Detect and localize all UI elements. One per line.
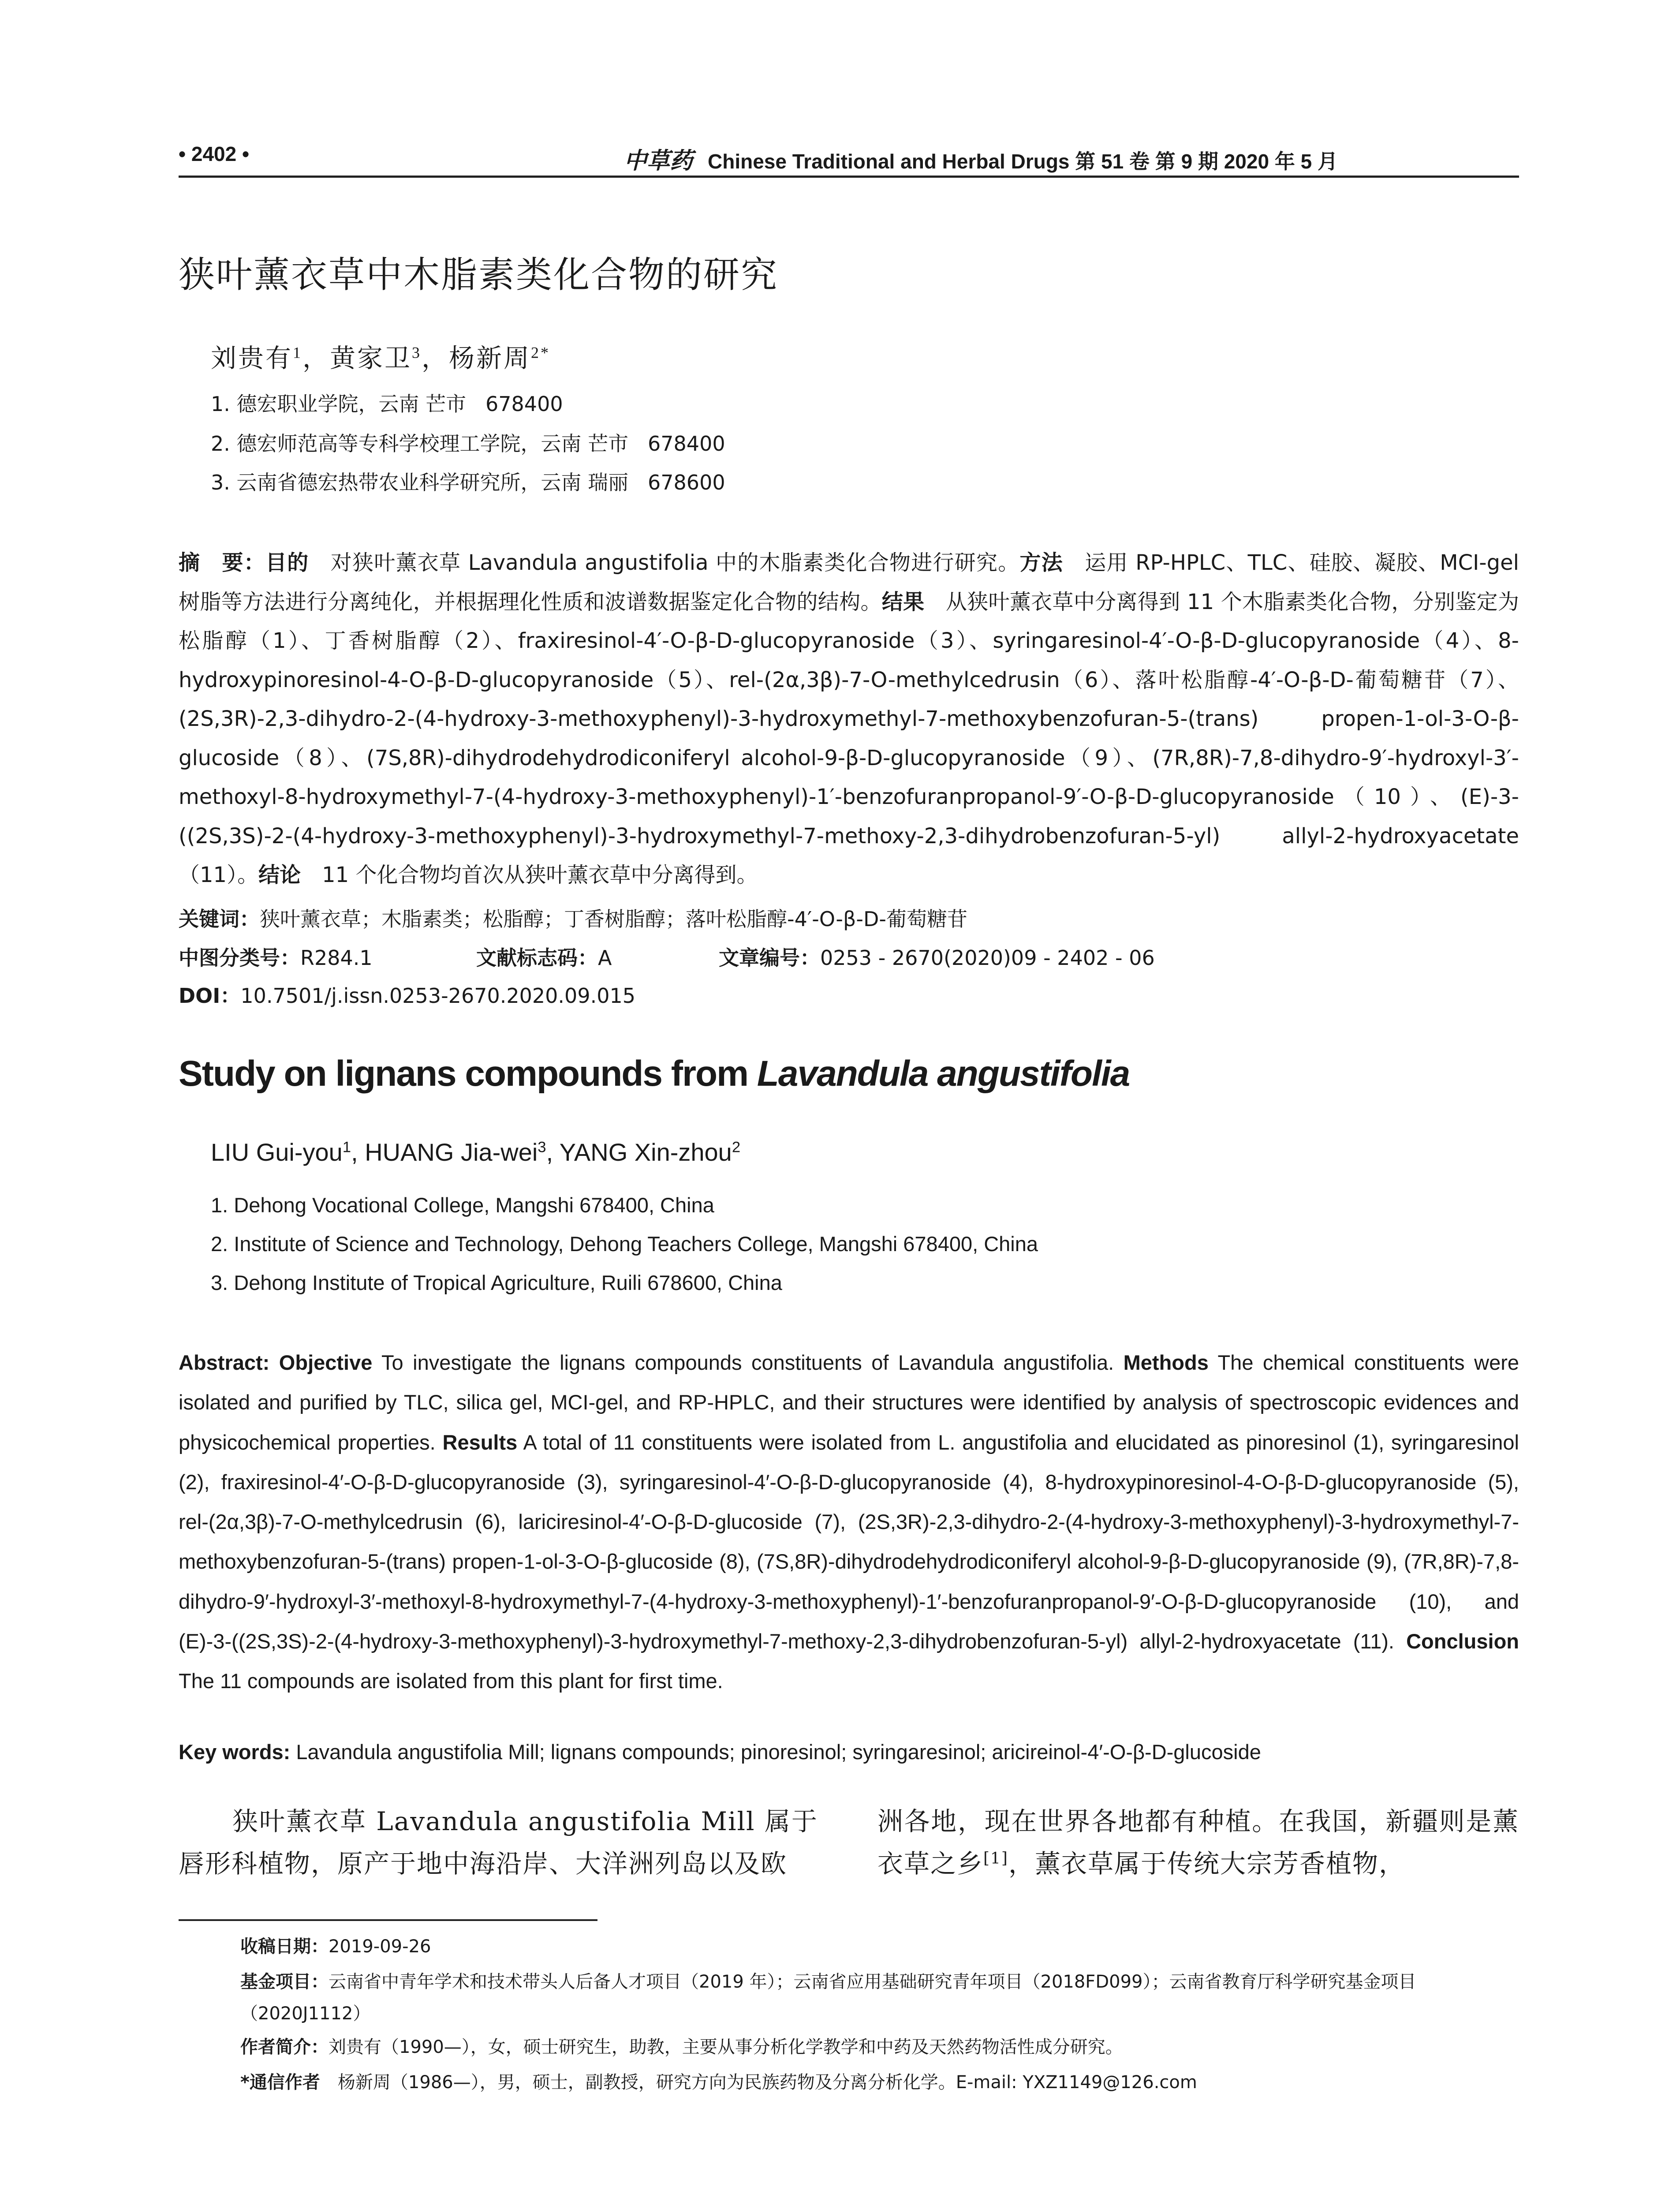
doi-value: 10.7501/j.issn.0253-2670.2020.09.015 (240, 984, 636, 1008)
body-column-right (877, 1800, 1519, 1885)
journal-info: Chinese Traditional and Herbal Drugs 第 51 卷 第 9 期 2020 年 5 月 (708, 150, 1338, 173)
affiliation-cn-3: 3. 云南省德宏热带农业科学研究所，云南 瑞丽 678600 (211, 471, 725, 494)
header-rule (179, 176, 1519, 178)
author-name: 刘贵有 (211, 344, 293, 373)
page-title-en (179, 1053, 1129, 1095)
footnote-fund (240, 1966, 1519, 2029)
conclusion-text: 11 个化合物均首次从狭叶薰衣草中分离得到。 (301, 863, 758, 887)
author-bio-label: 作者简介： (240, 2037, 329, 2057)
keywords-en (179, 1740, 1519, 1764)
clc-value: R284.1 (300, 946, 373, 970)
citation-ref: [1] (983, 1849, 1008, 1868)
results-label: 结果 (881, 589, 925, 614)
body-text: ，薰衣草属于传统大宗芳香植物， (1008, 1849, 1405, 1879)
affiliation-en-2: 2. Institute of Science and Technology, Dehong Teachers College, Mangshi 678400, China (211, 1232, 1038, 1256)
keywords-text: 狭叶薰衣草；木脂素类；松脂醇；丁香树脂醇；落叶松脂醇-4′-O-β-D-葡萄糖苷 (260, 907, 967, 931)
footnote-rule (179, 1919, 597, 1921)
objective-label-en: Objective (279, 1351, 373, 1374)
title-en-plain: Study on lignans compounds from (179, 1054, 757, 1094)
article-number-line (719, 942, 1155, 971)
affiliation-en-3: 3. Dehong Institute of Tropical Agriculture, Ruili 678600, China (211, 1271, 782, 1294)
footnote-author (240, 2031, 1519, 2063)
running-header (179, 142, 1519, 173)
author-affil-mark: 3 (538, 1139, 546, 1156)
footnote-received (240, 1931, 431, 1962)
author-name: , HUANG Jia-wei (351, 1138, 538, 1166)
author-affil-mark: 1 (293, 344, 302, 362)
objective-label: 目的 (265, 550, 309, 575)
affiliation-en-1: 1. Dehong Vocational College, Mangshi 678400, China (211, 1193, 714, 1217)
author-bio-text: 刘贵有（1990—），女，硕士研究生，助教，主要从事分析化学教学和中药及天然药物活性成分研究。 (329, 2037, 1123, 2057)
author-affil-mark: 2* (531, 344, 550, 362)
results-text: 从狭叶薰衣草中分离得到 11 个木脂素类化合物，分别鉴定为松脂醇（1）、丁香树脂醇（2）、fraxiresinol-4′-O-β-D-glucopyranoside（3）、syringaresinol-4′-O-β-D-glucopyranoside（4）、8-hydroxypinoresinol-4-O-β-D-glucopyranoside（5）、rel-(2α,3β)-7-O-methylcedrusin（6）、落叶松脂醇-4′-O-β-D-葡萄糖苷（7）、(2S,3R)-2,3-dihydro-2-(4-hydroxy-3-methoxyphenyl)-3-hydroxymethyl-7-methoxybenzofuran-5-(trans) propen-1-ol-3-O-β-glucoside（8）、(7S,8R)-dihydrodehydrodiconiferyl alcohol-9-β-D-glucopyranoside（9）、(7R,8R)-7,8-dihydro-9′-hydroxyl-3′-methoxyl-8-hydroxymethyl-7-(4-hydroxy-3-methoxyphenyl)-1′-benzofuranpropanol-9′-O-β-D-glucopyranoside（10）、(E)-3-((2S,3S)-2-(4-hydroxy-3-methoxyphenyl)-3-hydroxymethyl-7-methoxy-2,3-dihydrobenzofuran-5-yl) allyl-2-hydroxyacetate（11）。 (179, 589, 1519, 887)
abstract-en (179, 1343, 1519, 1701)
author-name: , YANG Xin-zhou (546, 1138, 732, 1166)
received-date: 2019-09-26 (329, 1936, 431, 1957)
authors-en (211, 1138, 740, 1166)
keywords-label-en: Key words: (179, 1740, 296, 1764)
authors-cn (211, 337, 550, 374)
abstract-label: 摘 要： (179, 550, 265, 575)
journal-line (624, 142, 1338, 175)
page-number: • 2402 • (179, 142, 250, 165)
keywords-text-en: Lavandula angustifolia Mill; lignans compounds; pinoresinol; syringaresinol; aricireinol-4′-O-β-D-glucoside (296, 1740, 1261, 1764)
doccode-value: A (598, 946, 612, 970)
author-affil-mark: 2 (732, 1139, 741, 1156)
conclusion-text-en: The 11 compounds are isolated from this plant for first time. (179, 1669, 723, 1693)
abstract-cn (179, 543, 1519, 895)
objective-text: 对狭叶薰衣草 Lavandula angustifolia 中的木脂素类化合物进行研究。 (309, 550, 1020, 575)
classification-line (179, 942, 373, 971)
fund-text: 云南省中青年学术和技术带头人后备人才项目（2019 年）；云南省应用基础研究青年项目（2018FD099）；云南省教育厅科学研究基金项目（2020J1112） (240, 1972, 1416, 2024)
results-label-en: Results (442, 1430, 518, 1454)
affiliation-cn-1: 1. 德宏职业学院，云南 芒市 678400 (211, 392, 563, 416)
keywords-label: 关键词： (179, 907, 260, 931)
clc-label: 中图分类号： (179, 946, 300, 970)
title-en-italic: Lavandula angustifolia (757, 1054, 1130, 1094)
corresponding-label: *通信作者 (240, 2072, 320, 2093)
article-number-value: 0253 - 2670(2020)09 - 2402 - 06 (820, 946, 1155, 970)
objective-text-en: To investigate the lignans compounds constituents of Lavandula angustifolia. (372, 1351, 1124, 1374)
doccode-label: 文献标志码： (476, 946, 598, 970)
body-column-left: 狭叶薰衣草 Lavandula angustifolia Mill 属于唇形科植物，原产于地中海沿岸、大洋洲列岛以及欧 (179, 1806, 818, 1879)
body-text: 洲各地，现在世界各地都有种植。在我国，新疆则是薰衣草之乡 (877, 1806, 1519, 1879)
corresponding-text: 杨新周（1986—），男，硕士，副教授，研究方向为民族药物及分离分析化学。E-mail: YXZ1149@126.com (320, 2072, 1197, 2093)
keywords-cn (179, 903, 967, 932)
author-name: ，杨新周 (422, 344, 531, 373)
doi-line (179, 980, 635, 1009)
methods-label-en: Methods (1123, 1351, 1209, 1374)
doi-label: DOI： (179, 984, 241, 1008)
methods-text-en: The chemical constituents were isolated and purified by TLC, silica gel, MCI-gel, and RP-HPLC, and their structures were identified by analysis of spectroscopic evidences and physicochemical properties. (179, 1351, 1519, 1454)
page-title-cn: 狭叶薰衣草中木脂素类化合物的研究 (179, 254, 779, 296)
footnote-corresponding (240, 2067, 1519, 2098)
conclusion-label: 结论 (258, 863, 301, 887)
received-label: 收稿日期： (240, 1936, 329, 1957)
fund-label: 基金项目： (240, 1972, 329, 1992)
author-name: LIU Gui-you (211, 1138, 343, 1166)
abstract-label-en: Abstract: (179, 1351, 279, 1374)
conclusion-label-en: Conclusion (1406, 1629, 1519, 1653)
author-affil-mark: 1 (342, 1139, 351, 1156)
methods-label: 方法 (1019, 550, 1064, 575)
journal-logo: 中草药 (624, 149, 693, 174)
doccode-line (476, 942, 612, 971)
article-number-label: 文章编号： (719, 946, 820, 970)
author-affil-mark: 3 (412, 344, 422, 362)
affiliation-cn-2: 2. 德宏师范高等专科学校理工学院，云南 芒市 678400 (211, 432, 725, 456)
methods-text: 运用 RP-HPLC、TLC、硅胶、凝胶、MCI-gel 树脂等方法进行分离纯化，并根据理化性质和波谱数据鉴定化合物的结构。 (179, 550, 1519, 614)
results-text-en: A total of 11 constituents were isolated from L. angustifolia and elucidated as pinoresinol (1), syringaresinol (2), fraxiresinol-4′-O-β-D-glucopyranoside (3), syringaresinol-4′-O-β-D-glucopyranoside (4), 8-hydroxypinoresinol-4-O-β-D-glucopyranoside (5), rel-(2α,3β)-7-O-methylcedrusin (6), lariciresinol-4′-O-β-D-glucoside (7), (2S,3R)-2,3-dihydro-2-(4-hydroxy-3-methoxyphenyl)-3-hydroxymethyl-7-methoxybenzofuran-5-(trans) propen-1-ol-3-O-β-glucoside (8), (7S,8R)-dihydrodehydrodiconiferyl alcohol-9-β-D-glucopyranoside (9), (7R,8R)-7,8-dihydro-9′-hydroxyl-3′-methoxyl-8-hydroxymethyl-7-(4-hydroxy-3-methoxyphenyl)-1′-benzofuranpropanol-9′-O-β-D-glucopyranoside (10), and (E)-3-((2S,3S)-2-(4-hydroxy-3-methoxyphenyl)-3-hydroxymethyl-7-methoxy-2,3-dihydrobenzofuran-5-yl) allyl-2-hydroxyacetate (11). (179, 1430, 1519, 1653)
author-name: ，黄家卫 (302, 344, 412, 373)
